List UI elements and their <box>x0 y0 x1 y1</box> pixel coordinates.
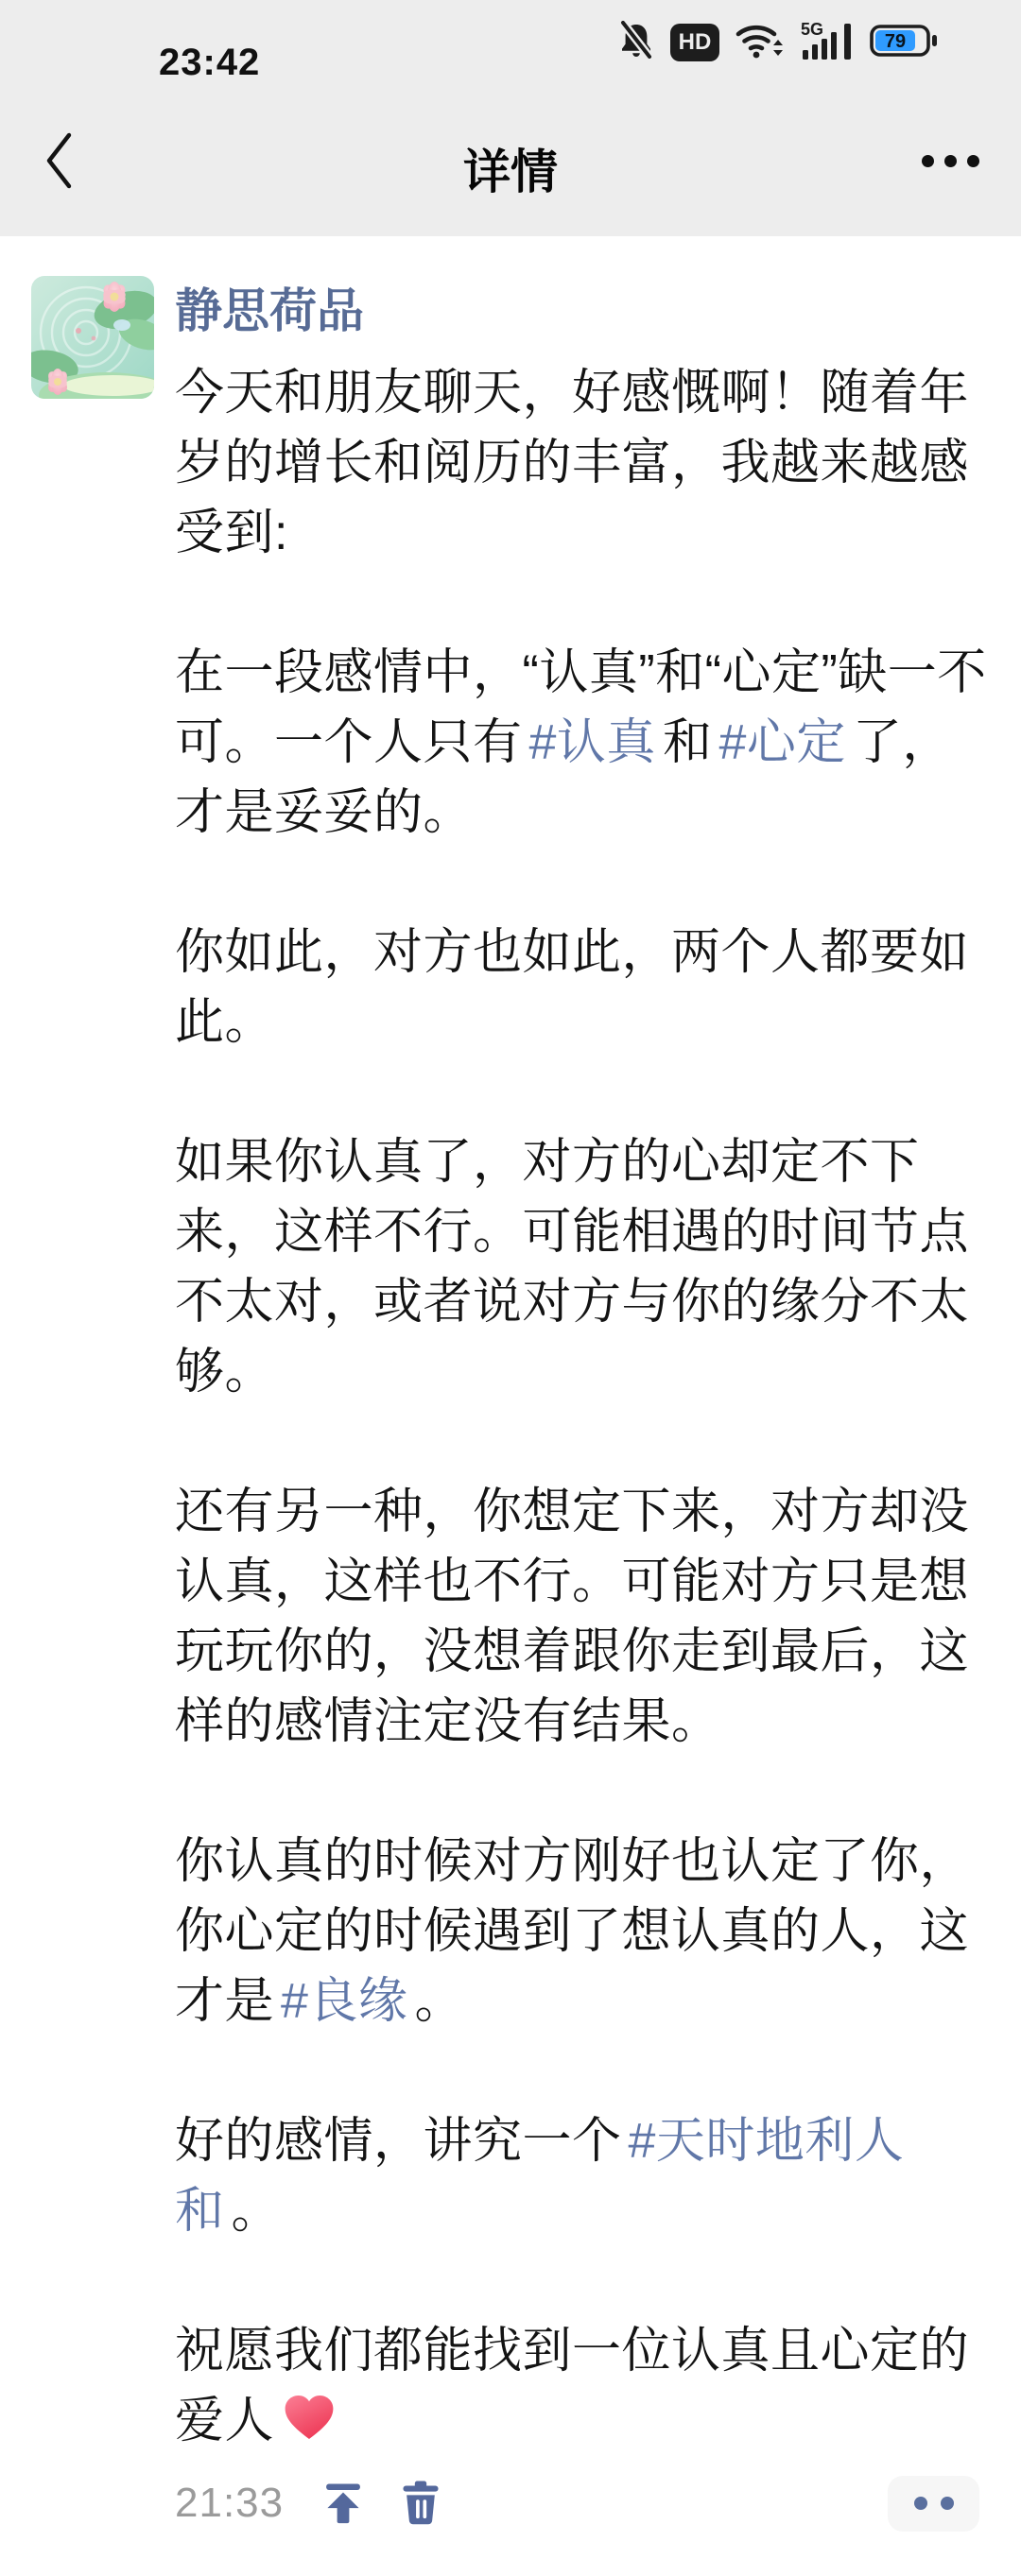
post-timestamp: 21:33 <box>175 2480 285 2526</box>
dot-icon <box>914 2497 927 2510</box>
text-run: 岁的增长和阅历的丰富，我越来越感 <box>175 436 970 490</box>
text-run: 。 <box>414 1974 464 2029</box>
text-run: 此。 <box>175 995 275 1050</box>
post-text-line <box>175 1337 979 1407</box>
author-name[interactable]: 静思荷品 <box>175 284 364 337</box>
more-button[interactable] <box>889 134 979 187</box>
topic-tag[interactable]: 和 <box>175 2184 225 2239</box>
post-text-line <box>175 1687 979 1757</box>
hd-badge: HD <box>670 24 719 61</box>
text-run: 今天和朋友聊天，好感慨啊！随着年 <box>175 366 970 421</box>
trash-icon[interactable] <box>401 2481 441 2526</box>
text-run: 可。一个人只有 <box>175 715 523 770</box>
post-paragraph <box>175 1127 979 1407</box>
status-time: 23:42 <box>159 42 261 83</box>
post-text-line <box>175 358 979 428</box>
topic-tag[interactable]: #天时地利人 <box>628 2114 905 2169</box>
text-run: 好的感情，讲究一个 <box>175 2114 622 2169</box>
post-text-line <box>175 778 979 848</box>
text-run: 才是妥妥的。 <box>175 785 474 840</box>
post-text-line <box>175 1477 979 1547</box>
text-run: 你认真的时候对方刚好也认定了你， <box>175 1834 970 1889</box>
topic-tag[interactable]: #心定 <box>718 715 846 770</box>
post-paragraph <box>175 358 979 568</box>
post-text-line <box>175 1827 979 1897</box>
text-run: 不太对，或者说对方与你的缘分不太 <box>175 1275 970 1330</box>
post-paragraph <box>175 918 979 1057</box>
post-text-line <box>175 1267 979 1337</box>
text-run: 你心定的时候遇到了想认真的人，这 <box>175 1904 970 1959</box>
status-bar <box>0 0 1021 85</box>
text-run: 来，这样不行。可能相遇的时间节点 <box>175 1205 970 1260</box>
text-run: 如果你认真了，对方的心却定不下 <box>175 1135 920 1190</box>
post-meta-row <box>175 2475 979 2532</box>
text-run: 还有另一种，你想定下来，对方却没 <box>175 1485 970 1539</box>
status-icons <box>618 0 938 85</box>
red-heart-emoji <box>282 2392 337 2462</box>
nav-bar <box>0 85 1021 236</box>
text-run: 受到: <box>175 506 288 560</box>
post-text-line <box>175 918 979 987</box>
post-text-line <box>175 1617 979 1687</box>
text-run: 在一段感情中，“认真”和“心定”缺一不 <box>175 645 987 700</box>
post-text-line <box>175 2106 979 2176</box>
avatar[interactable] <box>31 276 154 399</box>
post-paragraph <box>175 638 987 848</box>
comment-like-button[interactable] <box>888 2476 979 2532</box>
text-run: 你如此，对方也如此，两个人都要如 <box>175 925 970 980</box>
text-run: 和 <box>662 715 713 770</box>
text-run: 玩玩你的，没想着跟你走到最后，这 <box>175 1624 970 1679</box>
dot-icon <box>922 155 934 167</box>
post-text-line <box>175 1127 979 1197</box>
post-text-line <box>175 638 987 708</box>
text-run: 。 <box>231 2184 282 2239</box>
post-body <box>175 358 987 2456</box>
post-paragraph <box>175 2316 979 2456</box>
dot-icon <box>967 155 979 167</box>
post-text-line <box>175 498 979 568</box>
svg-text:5G: 5G <box>801 19 824 39</box>
text-run: 认真，这样也不行。可能对方只是想 <box>175 1554 970 1609</box>
post-paragraph <box>175 2106 979 2246</box>
post-paragraph <box>175 1477 979 1757</box>
topic-tag[interactable]: #认真 <box>528 715 656 770</box>
post-text-line <box>175 987 979 1057</box>
pin-top-icon[interactable] <box>321 2482 365 2525</box>
text-run: 样的感情注定没有结果。 <box>175 1694 721 1749</box>
battery-icon <box>870 24 938 62</box>
lotus-pond-avatar-image <box>31 276 154 399</box>
page-title: 详情 <box>463 146 558 198</box>
post-text-line <box>175 1897 979 1966</box>
post-text-line <box>175 2176 979 2246</box>
battery-percent-text: 79 <box>884 30 907 52</box>
wifi-icon <box>735 21 785 65</box>
dot-icon <box>944 155 957 167</box>
text-run: 爱人 <box>175 2394 275 2448</box>
post-text-line <box>175 2386 979 2456</box>
signal-5g-icon <box>801 20 854 66</box>
post-text-line <box>175 1966 979 2036</box>
post-paragraph <box>175 1827 979 2036</box>
post-text-line <box>175 428 979 498</box>
text-run: 够。 <box>175 1345 275 1400</box>
post <box>0 236 1021 2532</box>
post-text-line <box>175 1547 979 1617</box>
dot-icon <box>941 2497 954 2510</box>
post-text-line <box>175 1197 979 1267</box>
post-text-line <box>175 2316 979 2386</box>
text-run: 才是 <box>175 1974 275 2029</box>
text-run: 了， <box>852 715 952 770</box>
text-run: 祝愿我们都能找到一位认真且心定的 <box>175 2324 970 2379</box>
post-text-line <box>175 708 979 778</box>
topic-tag[interactable]: #良缘 <box>281 1974 408 2029</box>
bell-muted-icon <box>618 21 654 65</box>
